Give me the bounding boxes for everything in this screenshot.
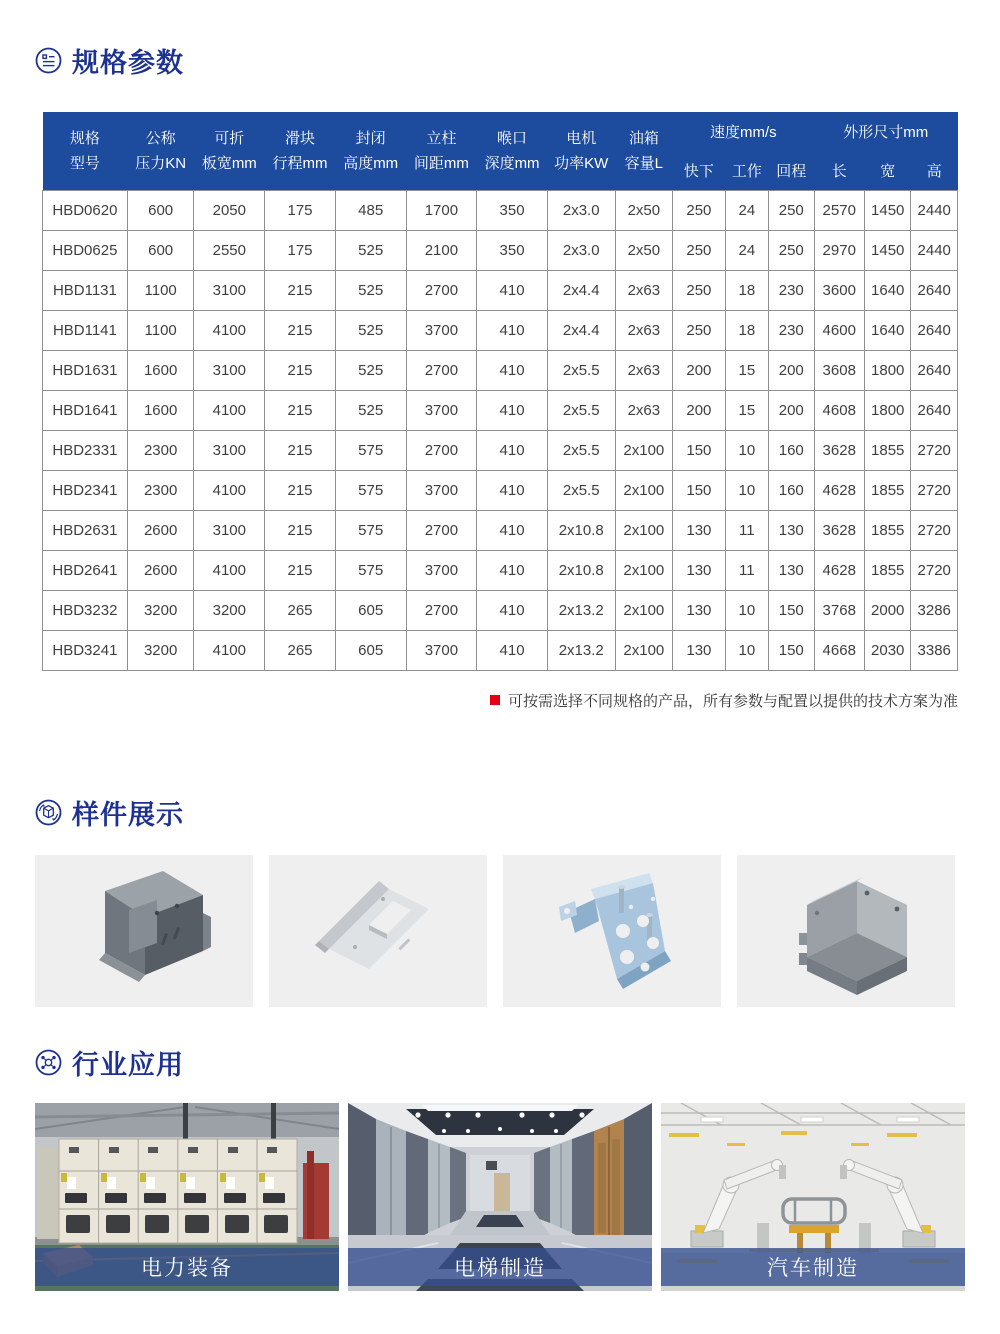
value-cell: 250 — [673, 270, 726, 310]
value-cell: 3100 — [194, 350, 265, 390]
value-cell: 3200 — [127, 630, 194, 670]
value-cell: 2x100 — [615, 510, 673, 550]
value-cell: 2550 — [194, 230, 265, 270]
sample-image-perforated-bracket — [503, 855, 721, 1007]
value-cell: 605 — [335, 590, 406, 630]
value-cell: 2720 — [911, 470, 958, 510]
industry-network-icon — [35, 1049, 62, 1076]
value-cell: 1700 — [406, 190, 477, 230]
value-cell: 2x13.2 — [547, 630, 615, 670]
value-cell: 2700 — [406, 350, 477, 390]
value-cell: 4100 — [194, 390, 265, 430]
value-cell: 2x63 — [615, 390, 673, 430]
value-cell: 525 — [335, 230, 406, 270]
value-cell: 215 — [265, 310, 336, 350]
col-header-height: 高 — [911, 151, 958, 190]
value-cell: 1855 — [864, 510, 910, 550]
value-cell: 2x10.8 — [547, 510, 615, 550]
value-cell: 3386 — [911, 630, 958, 670]
col-header-fast-down: 快下 — [673, 151, 726, 190]
col-header-length: 长 — [814, 151, 864, 190]
value-cell: 525 — [335, 270, 406, 310]
table-row — [43, 190, 958, 230]
value-cell: 1640 — [864, 270, 910, 310]
table-row — [43, 390, 958, 430]
value-cell: 1100 — [127, 310, 194, 350]
value-cell: 15 — [725, 390, 768, 430]
value-cell: 1855 — [864, 470, 910, 510]
value-cell: 2030 — [864, 630, 910, 670]
value-cell: 15 — [725, 350, 768, 390]
value-cell: 1450 — [864, 230, 910, 270]
value-cell: 250 — [769, 190, 814, 230]
model-cell: HBD3241 — [43, 630, 128, 670]
specs-section-title: 规格参数 — [72, 47, 184, 78]
table-row — [43, 430, 958, 470]
value-cell: 2x50 — [615, 190, 673, 230]
value-cell: 150 — [769, 590, 814, 630]
sample-image-u-channel-bracket — [269, 855, 487, 1007]
col-header-tank-capacity: 油箱 容量L — [615, 112, 673, 190]
value-cell: 2x4.4 — [547, 270, 615, 310]
table-row — [43, 550, 958, 590]
table-row — [43, 510, 958, 550]
industry-caption-power: 电力装备 — [35, 1248, 339, 1286]
value-cell: 24 — [725, 190, 768, 230]
value-cell: 4100 — [194, 470, 265, 510]
table-row — [43, 470, 958, 510]
value-cell: 410 — [477, 350, 548, 390]
value-cell: 410 — [477, 470, 548, 510]
value-cell: 150 — [769, 630, 814, 670]
value-cell: 150 — [673, 470, 726, 510]
value-cell: 1100 — [127, 270, 194, 310]
value-cell: 2000 — [864, 590, 910, 630]
industry-caption-automobile: 汽车制造 — [661, 1248, 965, 1286]
value-cell: 350 — [477, 230, 548, 270]
value-cell: 3200 — [127, 590, 194, 630]
value-cell: 3200 — [194, 590, 265, 630]
specs-table-body — [43, 190, 958, 670]
col-header-width: 宽 — [864, 151, 910, 190]
value-cell: 2720 — [911, 550, 958, 590]
col-header-plate-width: 可折 板宽mm — [194, 112, 265, 190]
value-cell: 2x100 — [615, 470, 673, 510]
table-row — [43, 310, 958, 350]
value-cell: 2x100 — [615, 550, 673, 590]
value-cell: 525 — [335, 310, 406, 350]
value-cell: 2x100 — [615, 630, 673, 670]
value-cell: 2970 — [814, 230, 864, 270]
model-cell: HBD2631 — [43, 510, 128, 550]
value-cell: 1800 — [864, 390, 910, 430]
value-cell: 18 — [725, 270, 768, 310]
industries-section-header — [35, 1047, 965, 1079]
col-header-model: 规格 型号 — [43, 112, 128, 190]
value-cell: 2x63 — [615, 350, 673, 390]
value-cell: 215 — [265, 350, 336, 390]
value-cell: 4100 — [194, 550, 265, 590]
value-cell: 485 — [335, 190, 406, 230]
value-cell: 200 — [673, 390, 726, 430]
value-cell: 130 — [673, 550, 726, 590]
value-cell: 410 — [477, 550, 548, 590]
value-cell: 4668 — [814, 630, 864, 670]
value-cell: 410 — [477, 510, 548, 550]
value-cell: 3628 — [814, 430, 864, 470]
value-cell: 410 — [477, 590, 548, 630]
value-cell: 2640 — [911, 390, 958, 430]
value-cell: 2700 — [406, 270, 477, 310]
value-cell: 2x3.0 — [547, 230, 615, 270]
value-cell: 130 — [769, 510, 814, 550]
value-cell: 3608 — [814, 350, 864, 390]
model-cell: HBD2341 — [43, 470, 128, 510]
value-cell: 605 — [335, 630, 406, 670]
value-cell: 24 — [725, 230, 768, 270]
value-cell: 200 — [769, 350, 814, 390]
value-cell: 2x63 — [615, 270, 673, 310]
value-cell: 4100 — [194, 310, 265, 350]
value-cell: 200 — [673, 350, 726, 390]
sample-image-open-enclosure — [737, 855, 955, 1007]
value-cell: 3286 — [911, 590, 958, 630]
value-cell: 4608 — [814, 390, 864, 430]
col-header-column-distance: 立柱 间距mm — [406, 112, 477, 190]
value-cell: 600 — [127, 190, 194, 230]
col-header-pressure: 公称 压力KN — [127, 112, 194, 190]
value-cell: 11 — [725, 510, 768, 550]
value-cell: 575 — [335, 470, 406, 510]
value-cell: 2x10.8 — [547, 550, 615, 590]
value-cell: 2700 — [406, 590, 477, 630]
model-cell: HBD1641 — [43, 390, 128, 430]
value-cell: 3700 — [406, 630, 477, 670]
value-cell: 1855 — [864, 550, 910, 590]
value-cell: 2600 — [127, 550, 194, 590]
value-cell: 10 — [725, 430, 768, 470]
value-cell: 130 — [673, 630, 726, 670]
table-row — [43, 350, 958, 390]
table-note — [42, 690, 958, 711]
value-cell: 215 — [265, 510, 336, 550]
value-cell: 1600 — [127, 390, 194, 430]
table-row — [43, 630, 958, 670]
specs-section-header — [35, 44, 965, 76]
value-cell: 175 — [265, 230, 336, 270]
value-cell: 1450 — [864, 190, 910, 230]
col-header-closed-height: 封闭 高度mm — [335, 112, 406, 190]
value-cell: 350 — [477, 190, 548, 230]
value-cell: 2300 — [127, 430, 194, 470]
value-cell: 2640 — [911, 270, 958, 310]
value-cell: 3100 — [194, 510, 265, 550]
industry-row — [35, 1103, 965, 1291]
value-cell: 4100 — [194, 630, 265, 670]
value-cell: 2x100 — [615, 430, 673, 470]
value-cell: 160 — [769, 470, 814, 510]
col-header-throat-depth: 喉口 深度mm — [477, 112, 548, 190]
industry-photo-power-equipment — [35, 1103, 339, 1291]
value-cell: 4600 — [814, 310, 864, 350]
sample-cube-rotate-icon — [35, 799, 62, 826]
value-cell: 10 — [725, 470, 768, 510]
value-cell: 2x5.5 — [547, 430, 615, 470]
note-bullet-icon — [490, 695, 500, 705]
value-cell: 11 — [725, 550, 768, 590]
value-cell: 215 — [265, 550, 336, 590]
samples-row — [35, 855, 965, 1007]
value-cell: 215 — [265, 270, 336, 310]
industry-photo-automobile — [661, 1103, 965, 1291]
value-cell: 2640 — [911, 310, 958, 350]
value-cell: 2700 — [406, 510, 477, 550]
table-row — [43, 230, 958, 270]
value-cell: 525 — [335, 390, 406, 430]
model-cell: HBD3232 — [43, 590, 128, 630]
value-cell: 2x63 — [615, 310, 673, 350]
col-group-dimensions: 外形尺寸mm — [814, 112, 958, 151]
value-cell: 160 — [769, 430, 814, 470]
value-cell: 1600 — [127, 350, 194, 390]
value-cell: 130 — [769, 550, 814, 590]
samples-section-header — [35, 797, 965, 829]
value-cell: 2300 — [127, 470, 194, 510]
value-cell: 3700 — [406, 550, 477, 590]
value-cell: 10 — [725, 630, 768, 670]
value-cell: 175 — [265, 190, 336, 230]
value-cell: 215 — [265, 390, 336, 430]
model-cell: HBD1141 — [43, 310, 128, 350]
value-cell: 600 — [127, 230, 194, 270]
value-cell: 250 — [673, 190, 726, 230]
value-cell: 2700 — [406, 430, 477, 470]
value-cell: 410 — [477, 270, 548, 310]
value-cell: 2x50 — [615, 230, 673, 270]
model-cell: HBD2331 — [43, 430, 128, 470]
value-cell: 3700 — [406, 470, 477, 510]
col-header-return: 回程 — [769, 151, 814, 190]
value-cell: 3100 — [194, 430, 265, 470]
value-cell: 200 — [769, 390, 814, 430]
value-cell: 575 — [335, 550, 406, 590]
value-cell: 410 — [477, 430, 548, 470]
value-cell: 2440 — [911, 230, 958, 270]
model-cell: HBD2641 — [43, 550, 128, 590]
value-cell: 215 — [265, 470, 336, 510]
value-cell: 150 — [673, 430, 726, 470]
value-cell: 410 — [477, 390, 548, 430]
value-cell: 10 — [725, 590, 768, 630]
value-cell: 4628 — [814, 550, 864, 590]
value-cell: 2050 — [194, 190, 265, 230]
note-text: 可按需选择不同规格的产品，所有参数与配置以提供的技术方案为准 — [507, 692, 958, 710]
value-cell: 575 — [335, 430, 406, 470]
model-cell: HBD0620 — [43, 190, 128, 230]
specs-table — [42, 112, 958, 671]
value-cell: 4628 — [814, 470, 864, 510]
value-cell: 3700 — [406, 390, 477, 430]
value-cell: 215 — [265, 430, 336, 470]
value-cell: 2640 — [911, 350, 958, 390]
model-cell: HBD1631 — [43, 350, 128, 390]
value-cell: 2x13.2 — [547, 590, 615, 630]
col-group-speed: 速度mm/s — [673, 112, 814, 151]
spec-list-icon — [35, 47, 62, 74]
table-row — [43, 590, 958, 630]
value-cell: 2x100 — [615, 590, 673, 630]
value-cell: 3100 — [194, 270, 265, 310]
value-cell: 18 — [725, 310, 768, 350]
value-cell: 250 — [769, 230, 814, 270]
value-cell: 250 — [673, 230, 726, 270]
value-cell: 1800 — [864, 350, 910, 390]
sample-image-dark-bent-box — [35, 855, 253, 1007]
value-cell: 2x5.5 — [547, 470, 615, 510]
value-cell: 2720 — [911, 510, 958, 550]
value-cell: 3768 — [814, 590, 864, 630]
value-cell: 525 — [335, 350, 406, 390]
col-header-motor-power: 电机 功率KW — [547, 112, 615, 190]
value-cell: 1640 — [864, 310, 910, 350]
model-cell: HBD1131 — [43, 270, 128, 310]
value-cell: 3700 — [406, 310, 477, 350]
industry-photo-elevator — [348, 1103, 652, 1291]
value-cell: 230 — [769, 270, 814, 310]
industries-section-title: 行业应用 — [72, 1050, 184, 1080]
value-cell: 2x4.4 — [547, 310, 615, 350]
table-row — [43, 270, 958, 310]
value-cell: 2x5.5 — [547, 350, 615, 390]
value-cell: 410 — [477, 630, 548, 670]
value-cell: 250 — [673, 310, 726, 350]
value-cell: 410 — [477, 310, 548, 350]
industry-caption-elevator: 电梯制造 — [348, 1248, 652, 1286]
value-cell: 2100 — [406, 230, 477, 270]
value-cell: 265 — [265, 630, 336, 670]
value-cell: 2720 — [911, 430, 958, 470]
value-cell: 3628 — [814, 510, 864, 550]
value-cell: 2x5.5 — [547, 390, 615, 430]
value-cell: 1855 — [864, 430, 910, 470]
value-cell: 3600 — [814, 270, 864, 310]
value-cell: 2440 — [911, 190, 958, 230]
value-cell: 130 — [673, 590, 726, 630]
value-cell: 130 — [673, 510, 726, 550]
specs-table-head — [43, 112, 958, 190]
value-cell: 575 — [335, 510, 406, 550]
value-cell: 265 — [265, 590, 336, 630]
model-cell: HBD0625 — [43, 230, 128, 270]
col-header-ram-stroke: 滑块 行程mm — [265, 112, 336, 190]
samples-section-title: 样件展示 — [72, 800, 184, 830]
value-cell: 230 — [769, 310, 814, 350]
value-cell: 2x3.0 — [547, 190, 615, 230]
value-cell: 2570 — [814, 190, 864, 230]
col-header-working: 工作 — [725, 151, 768, 190]
value-cell: 2600 — [127, 510, 194, 550]
